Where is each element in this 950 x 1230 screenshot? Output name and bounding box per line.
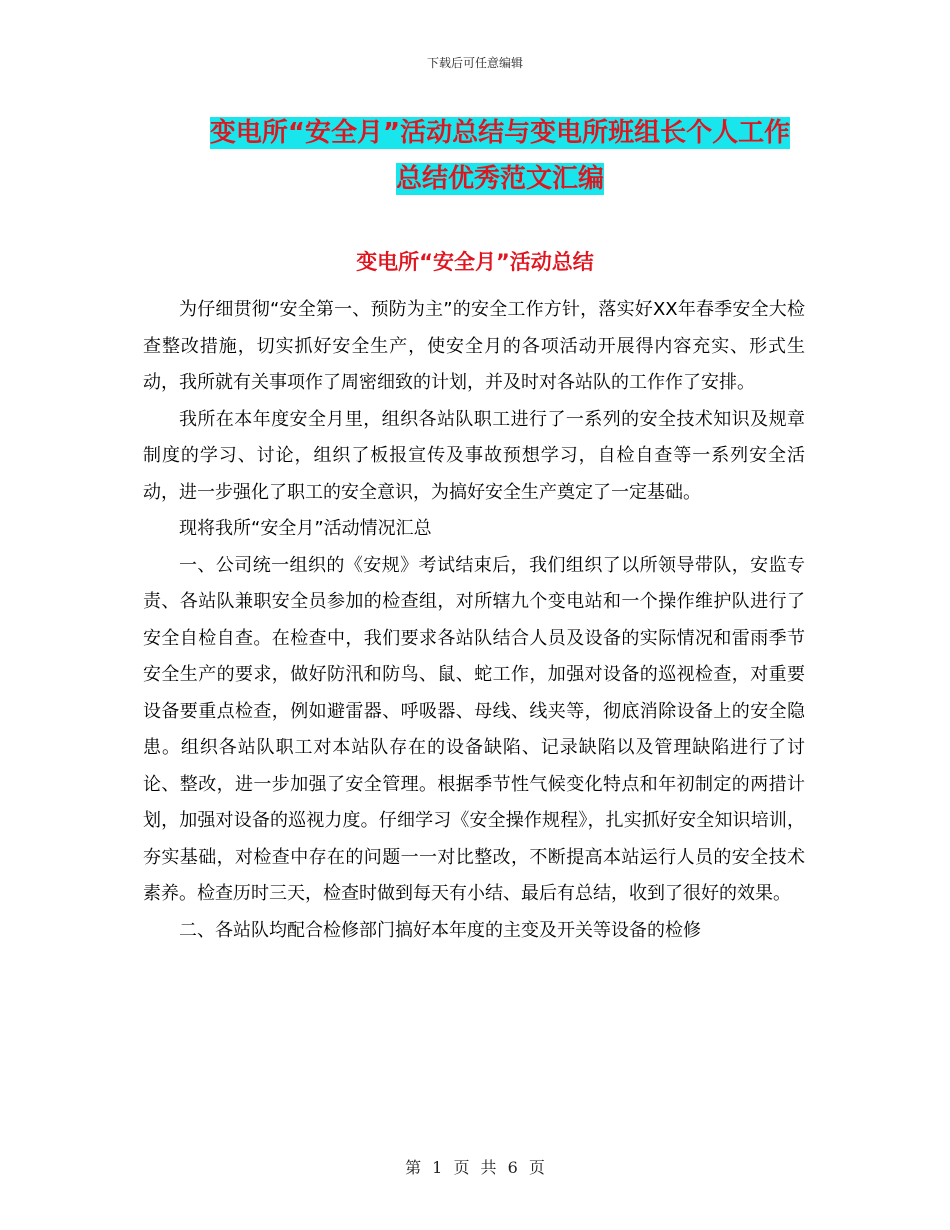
title-line-2: 总结优秀范文汇编 xyxy=(395,164,604,194)
paragraph: 我所在本年度安全月里，组织各站队职工进行了一系列的安全技术知识及规章制度的学习、讨论，组织了板报宣传及事故预想学习，自检自查等一系列安全活动，进一步强化了职工的安全意识，为搞好安全生产奠定了一定基础。 xyxy=(143,408,805,503)
document-body xyxy=(143,292,805,949)
section-title: 变电所“安全月”活动总结 xyxy=(356,250,594,274)
paragraph: 一、公司统一组织的《安规》考试结束后，我们组织了以所领导带队，安监专责、各站队兼职安全员参加的检查组，对所辖九个变电站和一个操作维护队进行了安全自检自查。在检查中，我们要求各站队结合人员及设备的实际情况和雷雨季节安全生产的要求，做好防汛和防鸟、鼠、蛇工作，加强对设备的巡视检查，对重要设备要重点检查，例如避雷器、呼吸器、母线、线夹等，彻底消除设备上的安全隐患。组织各站队职工对本站队存在的设备缺陷、记录缺陷以及管理缺陷进行了讨论、整改，进一步加强了安全管理。根据季节性气候变化特点和年初制定的两措计划，加强对设备的巡视力度。仔细学习《安全操作规程》，扎实抓好安全知识培训，夯实基础，对检查中存在的问题一一对比整改，不断提高本站运行人员的安全技术素养。检查历时三天，检查时做到每天有小结、最后有总结，收到了很好的效果。 xyxy=(143,554,805,904)
page-number-footer: 第 1 页 共 6 页 xyxy=(405,1158,545,1177)
header-note: 下载后可任意编辑 xyxy=(426,56,523,70)
paragraph: 为仔细贯彻“安全第一、预防为主”的安全工作方针，落实好XX年春季安全大检查整改措施，切实抓好安全生产，使安全月的各项活动开展得内容充实、形式生动，我所就有关事项作了周密细致的计划，并及时对各站队的工作作了安排。 xyxy=(143,299,805,393)
paragraph: 现将我所“安全月”活动情况汇总 xyxy=(179,518,432,539)
document-title xyxy=(150,110,850,202)
title-line-1: 变电所“安全月”活动总结与变电所班组长个人工作 xyxy=(209,118,791,148)
paragraph: 二、各站队均配合检修部门搞好本年度的主变及开关等设备的检修 xyxy=(179,919,701,941)
